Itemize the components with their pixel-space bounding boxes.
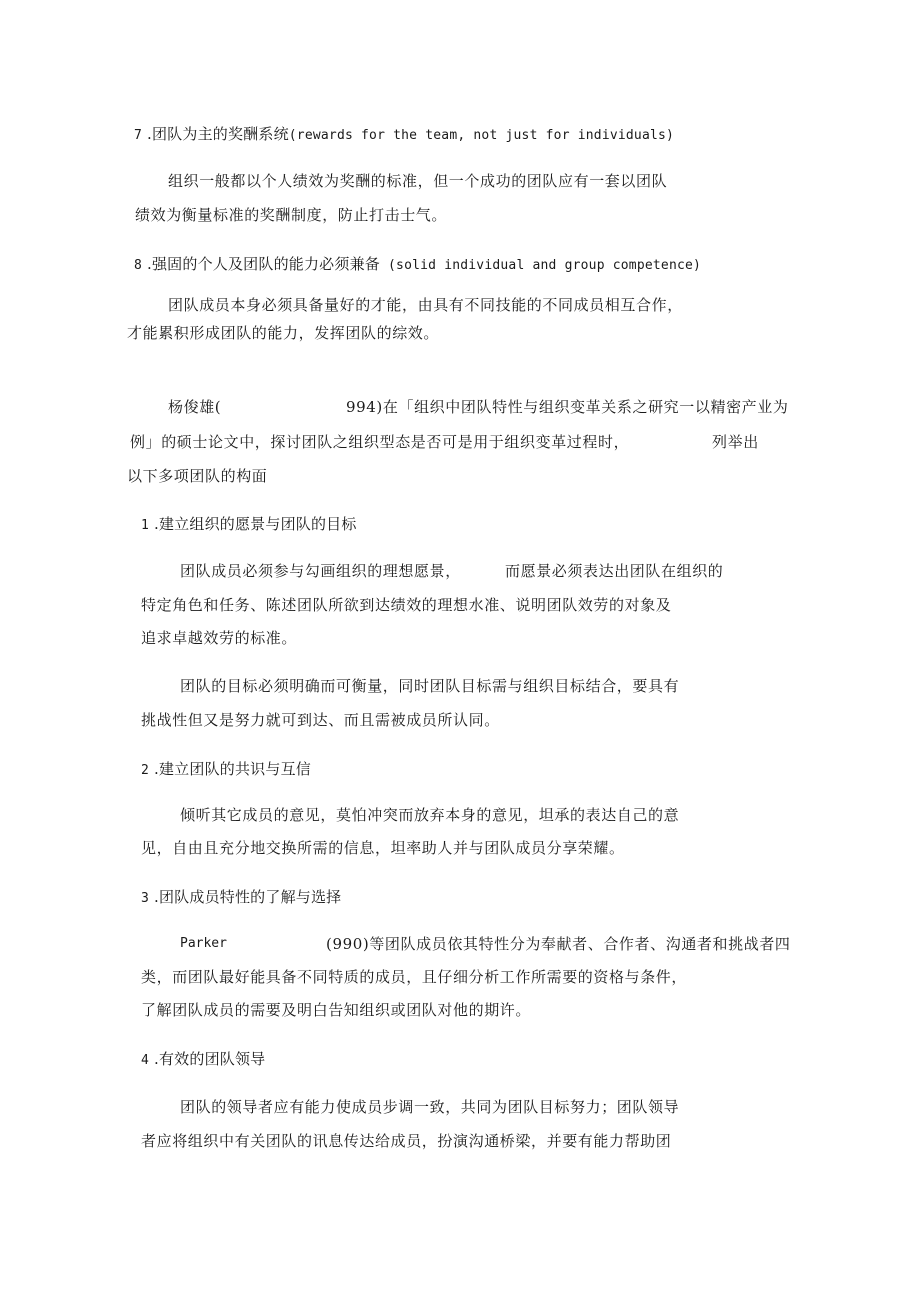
paragraph-line: 挑战性但又是努力就可到达、而且需被成员所认同。: [141, 711, 500, 729]
section-number: 7: [134, 128, 143, 143]
section-english-title: (rewards for the team, not just for individuals): [288, 128, 675, 143]
intro-author: 杨俊雄(: [168, 398, 222, 416]
section-title: .强固的个人及团队的能力必须兼备: [142, 255, 380, 273]
item-title: .建立团队的共识与互信: [149, 760, 311, 778]
paragraph-line: 团队成员必须参与勾画组织的理想愿景，: [180, 562, 461, 580]
paragraph-line: 团队成员本身必须具备量好的才能，由具有不同技能的不同成员相互合作，: [168, 296, 683, 314]
author-name: Parker: [180, 936, 227, 951]
paragraph-line: 者应将组织中有关团队的讯息传达给成员，扮演沟通桥梁，并要有能力帮助团: [141, 1132, 672, 1150]
item-number: 1: [141, 518, 150, 533]
item-number: 3: [141, 891, 150, 906]
intro-line: 994)在「组织中团队特性与组织变革关系之研究一以精密产业为: [346, 398, 789, 416]
paragraph-line: 团队的目标必须明确而可衡量，同时团队目标需与组织目标结合，要具有: [180, 677, 680, 695]
item-number: 4: [141, 1053, 150, 1068]
paragraph-line: (990)等团队成员依其特性分为奉献者、合作者、沟通者和挑战者四: [326, 935, 791, 953]
item-4-heading: [141, 1049, 265, 1071]
paragraph-line: 了解团队成员的需要及明白告知组织或团队对他的期许。: [141, 1001, 532, 1019]
paragraph-line: 见，自由且充分地交换所需的信息，坦率助人并与团队成员分享荣耀。: [141, 839, 625, 857]
section-english-title: (solid individual and group competence): [379, 258, 702, 273]
paragraph-line: 团队的领导者应有能力使成员步调一致，共同为团队目标努力；团队领导: [180, 1098, 680, 1116]
paragraph-line: 组织一般都以个人绩效为奖酬的标准，但一个成功的团队应有一套以团队: [168, 172, 668, 190]
section-title: .团队为主的奖酬系统: [142, 125, 289, 143]
paragraph-line: 绩效为衡量标准的奖酬制度，防止打击士气。: [135, 206, 448, 224]
item-title: .建立组织的愿景与团队的目标: [149, 515, 357, 533]
paragraph-line: 特定角色和任务、陈述团队所欲到达绩效的理想水准、说明团队效劳的对象及: [141, 596, 672, 614]
intro-line: 例」的硕士论文中，探讨团队之组织型态是否可是用于组织变革过程时，: [130, 433, 630, 451]
paragraph-line: 类，而团队最好能具备不同特质的成员，且仔细分析工作所需要的资格与条件，: [141, 968, 688, 986]
section-7-heading: [134, 124, 674, 146]
item-title: .有效的团队领导: [149, 1050, 266, 1068]
paragraph-line: 追求卓越效劳的标准。: [141, 629, 298, 647]
item-title: .团队成员特性的了解与选择: [149, 888, 342, 906]
item-2-heading: [141, 759, 311, 781]
item-3-heading: [141, 887, 341, 909]
intro-line: 以下多项团队的构面: [127, 467, 268, 485]
section-8-heading: [134, 254, 701, 276]
intro-line: 列举出: [712, 433, 759, 451]
paragraph-line: 倾听其它成员的意见，莫怕冲突而放弃本身的意见，坦承的表达自己的意: [180, 806, 680, 824]
section-number: 8: [134, 258, 143, 273]
item-1-heading: [141, 514, 357, 536]
item-number: 2: [141, 763, 150, 778]
paragraph-line: 而愿景必须表达出团队在组织的: [505, 562, 724, 580]
paragraph-line: 才能累积形成团队的能力，发挥团队的综效。: [127, 324, 440, 342]
